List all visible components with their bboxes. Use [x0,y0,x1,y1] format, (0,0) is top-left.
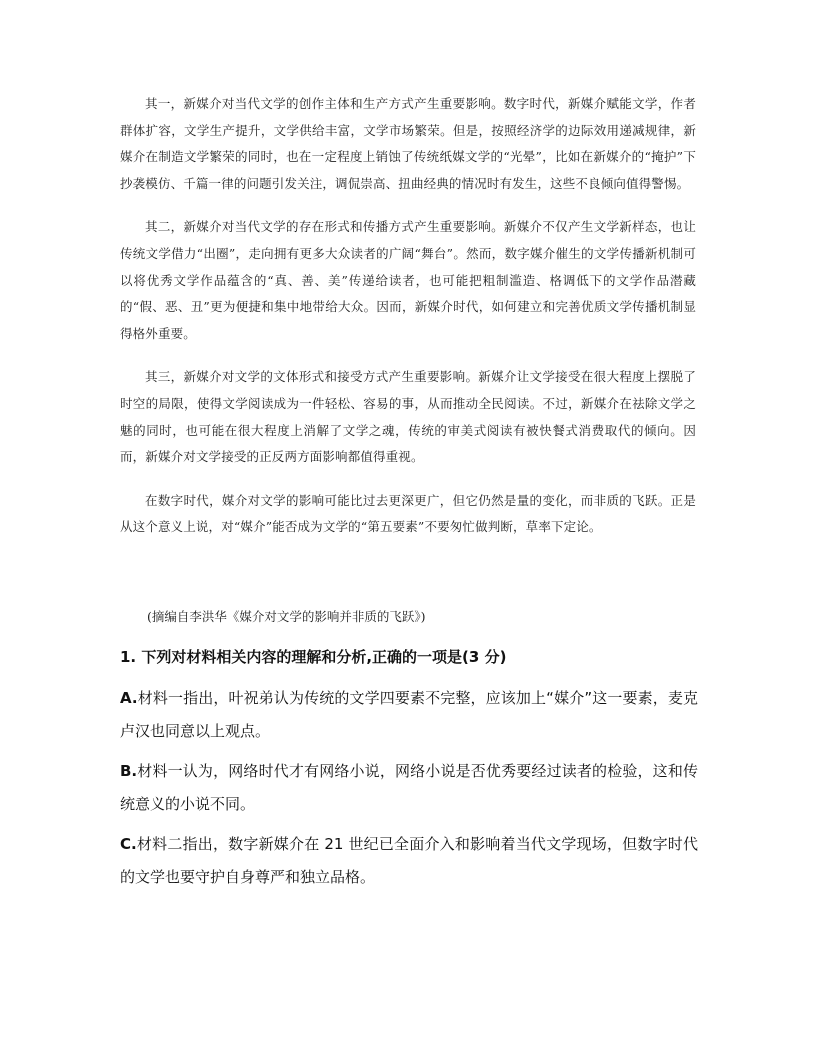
source-citation: (摘编自李洪华《媒介对文学的影响并非质的飞跃》) [147,609,426,624]
option-text: 材料二指出，数字新媒介在 21 世纪已全面介入和影响着当代文学现场，但数字时代的文学也要守护自身尊严和独立品格。 [120,835,698,886]
paragraph-4: 在数字时代，媒介对文学的影响可能比过去更深更广，但它仍然是量的变化，而非质的飞跃。正是从这个意义上说，对“媒介”能否成为文学的“第五要素”不要匆忙做判断，草率下定论。 [120,492,696,535]
paragraph-1: 其一，新媒介对当代文学的创作主体和生产方式产生重要影响。数字时代，新媒介赋能文学，作者群体扩容，文学生产提升，文学供给丰富，文学市场繁荣。但是，按照经济学的边际效用递减规律，新媒介在制造文学繁荣的同时，也在一定程度上销蚀了传统纸媒文学的“光晕”，比如在新媒介的“掩护”下抄袭模仿、千篇一律的问题引发关注，调侃崇高、扭曲经典的情况时有发生，这些不良倾向值得警惕。 [120,96,696,191]
paragraph-2: 其二，新媒介对当代文学的存在形式和传播方式产生重要影响。新媒介不仅产生文学新样态，也让传统文学借力“出圈”，走向拥有更多大众读者的广阔“舞台”。然而，数字媒介催生的文学传播新机制可以将优秀文学作品蕴含的“真、善、美”传递给读者，也可能把粗制滥造、格调低下的文学作品潜藏的“假、恶、丑”更为便捷和集中地带给大众。因而，新媒介时代，如何建立和完善优质文学传播机制显得格外重要。 [120,219,696,341]
option-letter: B. [120,762,138,780]
option-letter: A. [120,689,138,707]
option-text: 材料一认为，网络时代才有网络小说，网络小说是否优秀要经过读者的检验，这和传统意义的小说不同。 [120,762,698,813]
question-stem: 1. 下列对材料相关内容的理解和分析,正确的一项是(3 分) [120,648,507,666]
reading-passage [120,91,696,558]
option-b[interactable] [120,755,698,820]
question-block [120,644,698,901]
option-text: 材料一指出，叶祝弟认为传统的文学四要素不完整，应该加上“媒介”这一要素，麦克卢汉也同意以上观点。 [120,689,698,740]
option-a[interactable] [120,682,698,747]
option-letter: C. [120,835,137,853]
option-c[interactable] [120,828,698,893]
paragraph-3: 其三，新媒介对文学的文体形式和接受方式产生重要影响。新媒介让文学接受在很大程度上摆脱了时空的局限，使得文学阅读成为一件轻松、容易的事，从而推动全民阅读。不过，新媒介在祛除文学之魅的同时，也可能在很大程度上消解了文学之魂，传统的审美式阅读有被快餐式消费取代的倾向。因而，新媒介对文学接受的正反两方面影响都值得重视。 [120,369,696,465]
